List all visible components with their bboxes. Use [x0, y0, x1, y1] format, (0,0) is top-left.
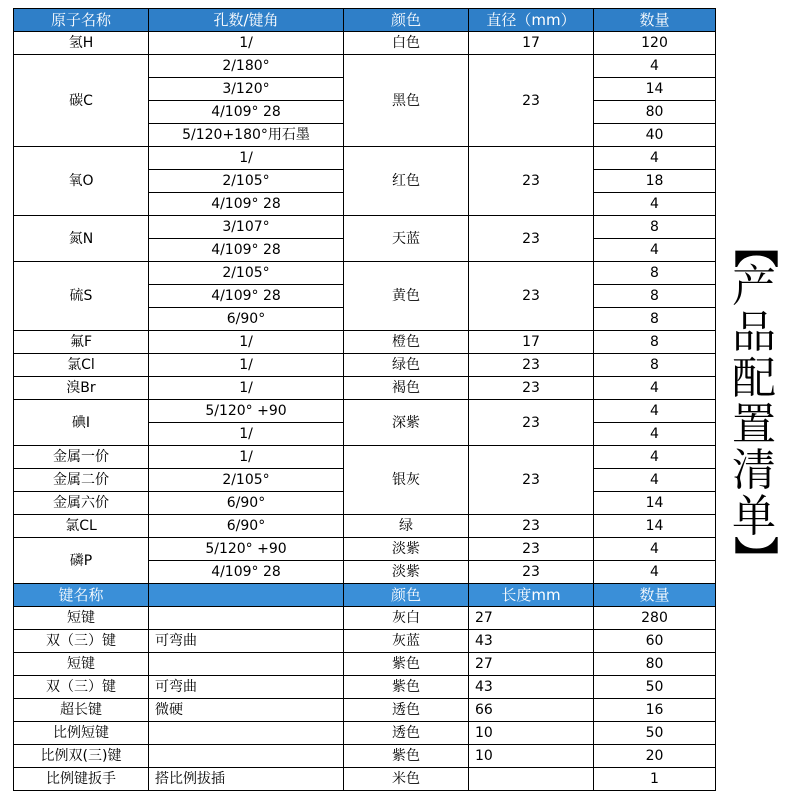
atom-quantity: 4: [594, 193, 716, 216]
atom-diameter: 23: [469, 515, 594, 538]
bond-row: [14, 745, 716, 768]
atom-color: 深紫: [344, 400, 469, 446]
side-title-char: 配: [732, 353, 776, 404]
atom-name: 碘I: [14, 400, 149, 446]
atom-diameter: 23: [469, 561, 594, 584]
atom-quantity: 80: [594, 101, 716, 124]
bond-row: [14, 699, 716, 722]
atom-header-row: [14, 9, 716, 32]
product-config-table: [13, 8, 716, 791]
bond-note: 可弯曲: [149, 630, 344, 653]
bond-note: [149, 745, 344, 768]
bond-name: 比例短键: [14, 722, 149, 745]
hole-angle: 6/90°: [149, 515, 344, 538]
atom-diameter: 23: [469, 400, 594, 446]
atom-name: 氧O: [14, 147, 149, 216]
atom-row: [14, 147, 716, 170]
bond-row: [14, 630, 716, 653]
bond-note: [149, 607, 344, 630]
hole-angle: 2/105°: [149, 262, 344, 285]
atom-name: 氮N: [14, 216, 149, 262]
atom-color: 红色: [344, 147, 469, 216]
hole-angle: 1/: [149, 354, 344, 377]
atom-diameter: 23: [469, 262, 594, 331]
atom-diameter: 23: [469, 377, 594, 400]
atom-row: [14, 377, 716, 400]
hole-angle: 6/90°: [149, 308, 344, 331]
hole-angle: 5/120° +90: [149, 538, 344, 561]
bond-row: [14, 768, 716, 791]
atom-color: 褐色: [344, 377, 469, 400]
bond-length: [469, 768, 594, 791]
side-title-char: 置: [732, 399, 776, 450]
atom-name: 氟F: [14, 331, 149, 354]
bond-color: 紫色: [344, 676, 469, 699]
side-title-char: 单: [732, 491, 776, 542]
side-title-char: 产: [732, 261, 776, 312]
atom-color: 黑色: [344, 55, 469, 147]
bond-quantity: 80: [594, 653, 716, 676]
atom-quantity: 4: [594, 446, 716, 469]
bond-length: 10: [469, 722, 594, 745]
bond-length: 43: [469, 676, 594, 699]
atom-header-cell: 原子名称: [14, 9, 149, 32]
atom-name: 氯Cl: [14, 354, 149, 377]
bond-note: 微硬: [149, 699, 344, 722]
atom-name: 碳C: [14, 55, 149, 147]
atom-quantity: 8: [594, 308, 716, 331]
bond-color: 灰蓝: [344, 630, 469, 653]
atom-quantity: 4: [594, 55, 716, 78]
atom-diameter: 23: [469, 216, 594, 262]
atom-diameter: 23: [469, 354, 594, 377]
atom-color: 绿色: [344, 354, 469, 377]
atom-color: 绿: [344, 515, 469, 538]
bond-name: 短键: [14, 607, 149, 630]
bond-quantity: 50: [594, 676, 716, 699]
bond-length: 27: [469, 607, 594, 630]
bond-length: 10: [469, 745, 594, 768]
bond-length: 66: [469, 699, 594, 722]
atom-quantity: 4: [594, 147, 716, 170]
hole-angle: 2/105°: [149, 469, 344, 492]
bond-name: 双（三）键: [14, 630, 149, 653]
hole-angle: 1/: [149, 423, 344, 446]
atom-header-cell: 孔数/键角: [149, 9, 344, 32]
atom-row: [14, 331, 716, 354]
bond-quantity: 16: [594, 699, 716, 722]
atom-diameter: 17: [469, 32, 594, 55]
metal-row: [14, 446, 716, 469]
hole-angle: 4/109° 28: [149, 193, 344, 216]
bond-quantity: 20: [594, 745, 716, 768]
bond-header-row: [14, 584, 716, 607]
atom-quantity: 4: [594, 377, 716, 400]
atom-row: [14, 262, 716, 285]
side-title-char: 品: [732, 307, 776, 358]
bond-header-cell: 数量: [594, 584, 716, 607]
bond-length: 43: [469, 630, 594, 653]
atom-color: 银灰: [344, 446, 469, 515]
atom-quantity: 40: [594, 124, 716, 147]
hole-angle: 4/109° 28: [149, 239, 344, 262]
hole-angle: 4/109° 28: [149, 285, 344, 308]
bond-row: [14, 607, 716, 630]
atom-name: 硫S: [14, 262, 149, 331]
side-title-close-bracket: 】: [729, 536, 780, 580]
atom-quantity: 8: [594, 354, 716, 377]
atom-header-cell: 数量: [594, 9, 716, 32]
atom-name: 溴Br: [14, 377, 149, 400]
bond-name: 短键: [14, 653, 149, 676]
bond-header-cell: 颜色: [344, 584, 469, 607]
atom-quantity: 8: [594, 331, 716, 354]
hole-angle: 5/120+180°用石墨: [149, 124, 344, 147]
atom-name: 磷P: [14, 538, 149, 584]
atom-color: 淡紫: [344, 538, 469, 561]
hole-angle: 3/120°: [149, 78, 344, 101]
side-title: [724, 224, 784, 580]
atom-color: 橙色: [344, 331, 469, 354]
atom-quantity: 18: [594, 170, 716, 193]
bond-length: 27: [469, 653, 594, 676]
atom-name: 氯CL: [14, 515, 149, 538]
atom-quantity: 8: [594, 285, 716, 308]
atom-row: [14, 354, 716, 377]
hole-angle: 3/107°: [149, 216, 344, 239]
atom-name: 金属六价: [14, 492, 149, 515]
atom-name: 金属二价: [14, 469, 149, 492]
bond-name: 比例键扳手: [14, 768, 149, 791]
atom-diameter: 23: [469, 538, 594, 561]
hole-angle: 2/105°: [149, 170, 344, 193]
bond-row: [14, 676, 716, 699]
hole-angle: 2/180°: [149, 55, 344, 78]
bond-name: 超长键: [14, 699, 149, 722]
atom-row: [14, 55, 716, 78]
atom-diameter: 17: [469, 331, 594, 354]
atom-color: 白色: [344, 32, 469, 55]
atom-row: [14, 216, 716, 239]
hole-angle: 6/90°: [149, 492, 344, 515]
bond-header-cell: [149, 584, 344, 607]
atom-name: 金属一价: [14, 446, 149, 469]
bond-color: 米色: [344, 768, 469, 791]
bond-note: 可弯曲: [149, 676, 344, 699]
atom-row: [14, 32, 716, 55]
bond-row: [14, 653, 716, 676]
atom-header-cell: 颜色: [344, 9, 469, 32]
bond-note: 搭比例拔插: [149, 768, 344, 791]
bond-row: [14, 722, 716, 745]
side-title-char: 清: [732, 445, 776, 496]
bond-name: 双（三）键: [14, 676, 149, 699]
bond-quantity: 50: [594, 722, 716, 745]
atom-color: 黄色: [344, 262, 469, 331]
bond-header-cell: 长度mm: [469, 584, 594, 607]
atom-quantity: 14: [594, 492, 716, 515]
hole-angle: 4/109° 28: [149, 101, 344, 124]
bond-name: 比例双(三)键: [14, 745, 149, 768]
bond-header-cell: 键名称: [14, 584, 149, 607]
bond-quantity: 1: [594, 768, 716, 791]
hole-angle: 1/: [149, 446, 344, 469]
atom-quantity: 8: [594, 216, 716, 239]
atom-quantity: 14: [594, 78, 716, 101]
bond-note: [149, 653, 344, 676]
bond-color: 紫色: [344, 653, 469, 676]
atom-header-cell: 直径（mm）: [469, 9, 594, 32]
atom-row: [14, 400, 716, 423]
hole-angle: 1/: [149, 147, 344, 170]
bond-color: 紫色: [344, 745, 469, 768]
atom-quantity: 8: [594, 262, 716, 285]
atom-quantity: 4: [594, 561, 716, 584]
atom-diameter: 23: [469, 147, 594, 216]
hole-angle: 1/: [149, 32, 344, 55]
atom-color: 淡紫: [344, 561, 469, 584]
atom-quantity: 4: [594, 239, 716, 262]
atom-quantity: 4: [594, 423, 716, 446]
atom-quantity: 4: [594, 400, 716, 423]
atom-quantity: 14: [594, 515, 716, 538]
bond-quantity: 280: [594, 607, 716, 630]
bond-color: 透色: [344, 699, 469, 722]
side-title-open-bracket: 【: [729, 224, 780, 268]
atom-row: [14, 515, 716, 538]
bond-color: 灰白: [344, 607, 469, 630]
atom-color: 天蓝: [344, 216, 469, 262]
hole-angle: 4/109° 28: [149, 561, 344, 584]
atom-row: [14, 538, 716, 561]
atom-diameter: 23: [469, 55, 594, 147]
bond-note: [149, 722, 344, 745]
hole-angle: 1/: [149, 377, 344, 400]
bond-color: 透色: [344, 722, 469, 745]
atom-quantity: 120: [594, 32, 716, 55]
hole-angle: 1/: [149, 331, 344, 354]
atom-diameter: 23: [469, 446, 594, 515]
bond-quantity: 60: [594, 630, 716, 653]
atom-name: 氢H: [14, 32, 149, 55]
atom-quantity: 4: [594, 538, 716, 561]
hole-angle: 5/120° +90: [149, 400, 344, 423]
atom-quantity: 4: [594, 469, 716, 492]
